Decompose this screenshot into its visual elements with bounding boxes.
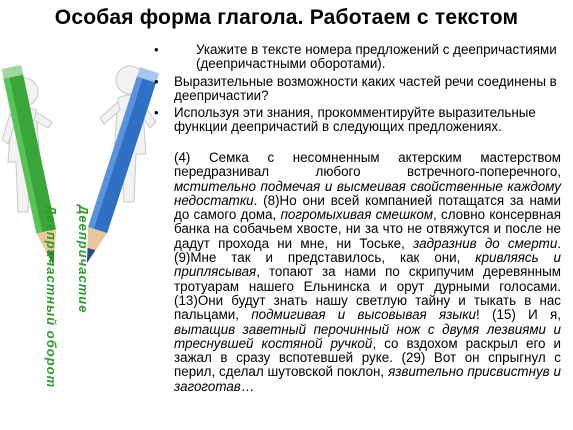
task-item: • Выразительные возможности каких частей речи соединены в деепричастии? <box>152 75 562 104</box>
task-item: • Укажите в тексте номера предложений с деепричастиями (деепричастными оборотами). <box>152 43 562 72</box>
passage-segment: , топают за нами по скрипучим деревянным тротуарам нашего Ельнинска и орут дурными голосами. (13)Они будут знать нашу светлую тайну и тыкать в нас пальцами, <box>174 264 561 323</box>
vertical-label-participial-phrase: Деепричастный оборот <box>44 205 59 389</box>
passage-segment: (4) Семка с несомненным актерским мастерством передразнивал любого встречного-поперечного, <box>174 150 561 180</box>
passage-segment: , словно консервная банка на собачьем хвосте, ни за что не отвяжутся и после не дадут прохода ни мне, ни Тоське, <box>174 207 561 251</box>
passage-segment: . (8)Но они всей компанией потащатся за нами до самого дома, <box>174 192 561 223</box>
vertical-label-participle: Деепричастие <box>76 205 91 314</box>
passage-segment: … <box>240 378 255 394</box>
passage-segment-italic: погромыхивая смешком <box>280 207 434 223</box>
passage-segment-italic: подмигивая и высовывая языки <box>251 307 476 323</box>
passage-segment-italic: вытащив заветный перочинный нож с двумя лезвиями и треснувшей костяной ручкой <box>174 321 561 351</box>
slide-title: Особая форма глагола. Работаем с текстом <box>54 6 519 29</box>
passage-segment-italic: язвительно присвистнув и загоготав <box>174 364 561 394</box>
task-item: • Используя эти знания, прокомментируйте выразительные функции деепричастий в следующих предложениях. <box>152 106 562 135</box>
passage-segment: ! (15) И я, <box>475 307 561 323</box>
passage-segment: , со вздохом раскрыл его и зажал в сразу вспотевшей руке. (29) Вот он спрыгнул с перил, сделал шутовской поклон, <box>174 335 562 380</box>
passage-segment-italic: кривляясь и приплясывая <box>174 250 561 280</box>
text-passage <box>174 151 561 394</box>
passage-segment-italic: мстительно подмечая и высмеивая свойственные каждому недостатки <box>174 178 561 208</box>
task-list <box>152 43 562 138</box>
passage-segment: . (9)Мне так и представилось, как они, <box>174 235 562 266</box>
passage-segment-italic: задразнив до смерти <box>413 235 558 251</box>
